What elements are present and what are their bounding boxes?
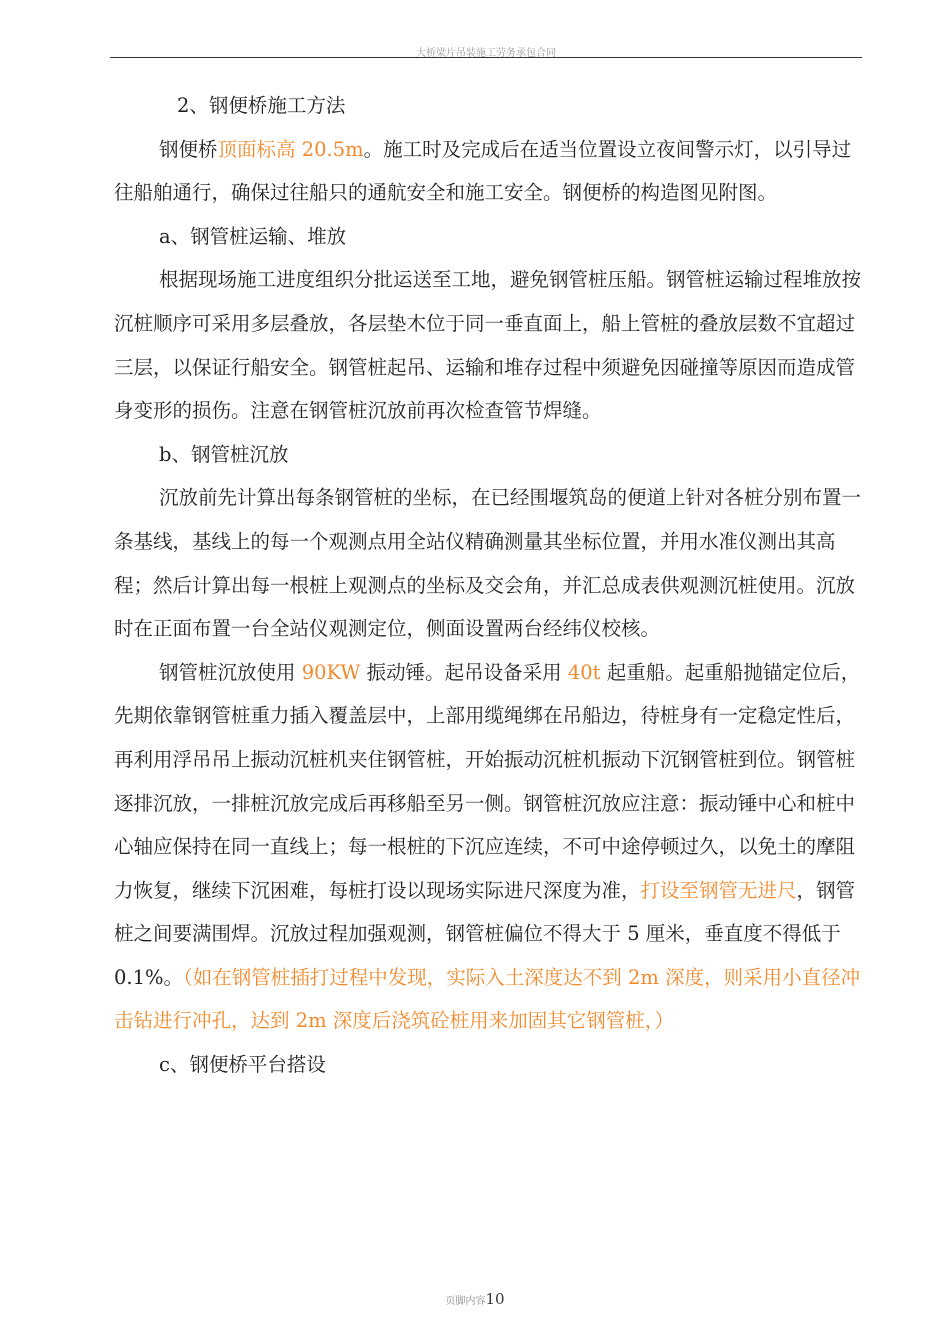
paragraph-1-highlight: 顶面标高 20.5m <box>217 137 364 161</box>
paragraph-4-highlight-criterion: 打设至钢管无进尺 <box>640 878 797 902</box>
subsection-c-title: c、钢便桥平台搭设 <box>159 1053 326 1077</box>
paragraph-1-text-c: 。施工时及完成后在适当位置设立夜间警示灯，以引导过往船舶通行，确保过往船只的通航安全和施工安全。钢便桥的构造图见附图。 <box>114 137 852 205</box>
page-header: 大桥梁片吊装施工劳务承包合同 <box>416 48 556 59</box>
paragraph-4-text-a: 钢管桩沉放使用 <box>159 660 302 684</box>
paragraph-1-text-a: 钢便桥 <box>159 137 218 161</box>
paragraph-4-highlight-note: （如在钢管桩插打过程中发现，实际入土深度达不到 2m 深度，则采用小直径冲击钻进行冲孔，达到 2m 深度后浇筑砼桩用来加固其它钢管桩，） <box>114 965 861 1033</box>
paragraph-3: 沉放前先计算出每条钢管桩的坐标，在已经围堰筑岛的便道上针对各桩分别布置一条基线，基线上的每一个观测点用全站仪精确测量其坐标位置，并用水准仪测出其高程；然后计算出每一根桩上观测点的坐标及交会角，并汇总成表供观测沉桩使用。沉放时在正面布置一台全站仪观测定位，侧面设置两台经纬仪校核。 <box>114 486 862 641</box>
subsection-a-title: a、钢管桩运输、堆放 <box>159 224 347 248</box>
paragraph-4-text-c: 振动锤。起吊设备采用 <box>360 660 568 684</box>
paragraph-4-highlight-power: 90KW <box>301 660 361 684</box>
subsection-b-title: b、钢管桩沉放 <box>159 442 289 466</box>
page-number: 10 <box>485 1290 505 1308</box>
paragraph-1 <box>114 128 862 215</box>
document-body <box>114 84 862 1087</box>
paragraph-4-text-g: ，钢管桩之间要满围焊。沉放过程加强观测，钢管桩偏位不得大于 5 厘米，垂直度不得低于 0.1%。 <box>114 878 856 989</box>
paragraph-4 <box>114 651 862 1043</box>
section-title: 2、钢便桥施工方法 <box>177 94 346 117</box>
paragraph-4-highlight-tonnage: 40t <box>567 660 601 684</box>
header-divider <box>110 57 862 58</box>
paragraph-2: 根据现场施工进度组织分批运送至工地，避免钢管桩压船。钢管桩运输过程堆放按沉桩顺序可采用多层叠放，各层垫木位于同一垂直面上，船上管桩的叠放层数不宜超过三层，以保证行船安全。钢管桩起吊、运输和堆存过程中须避免因碰撞等原因而造成管身变形的损伤。注意在钢管桩沉放前再次检查管节焊缝。 <box>114 268 862 423</box>
footer-label: 页脚内容 <box>445 1296 486 1307</box>
paragraph-4-text-e: 起重船。起重船抛锚定位后，先期依靠钢管桩重力插入覆盖层中，上部用缆绳绑在吊船边，待桩身有一定稳定性后，再利用浮吊吊上振动沉桩机夹住钢管桩，开始振动沉桩机振动下沉钢管桩到位。钢管桩逐排沉放，一排桩沉放完成后再移船至另一侧。钢管桩沉放应注意：振动锤中心和桩中心轴应保持在同一直线上；每一根桩的下沉应连续，不可中途停顿过久，以免土的摩阻力恢复，继续下沉困难，每桩打设以现场实际进尺深度为准， <box>114 660 861 902</box>
page-footer <box>0 1289 950 1308</box>
